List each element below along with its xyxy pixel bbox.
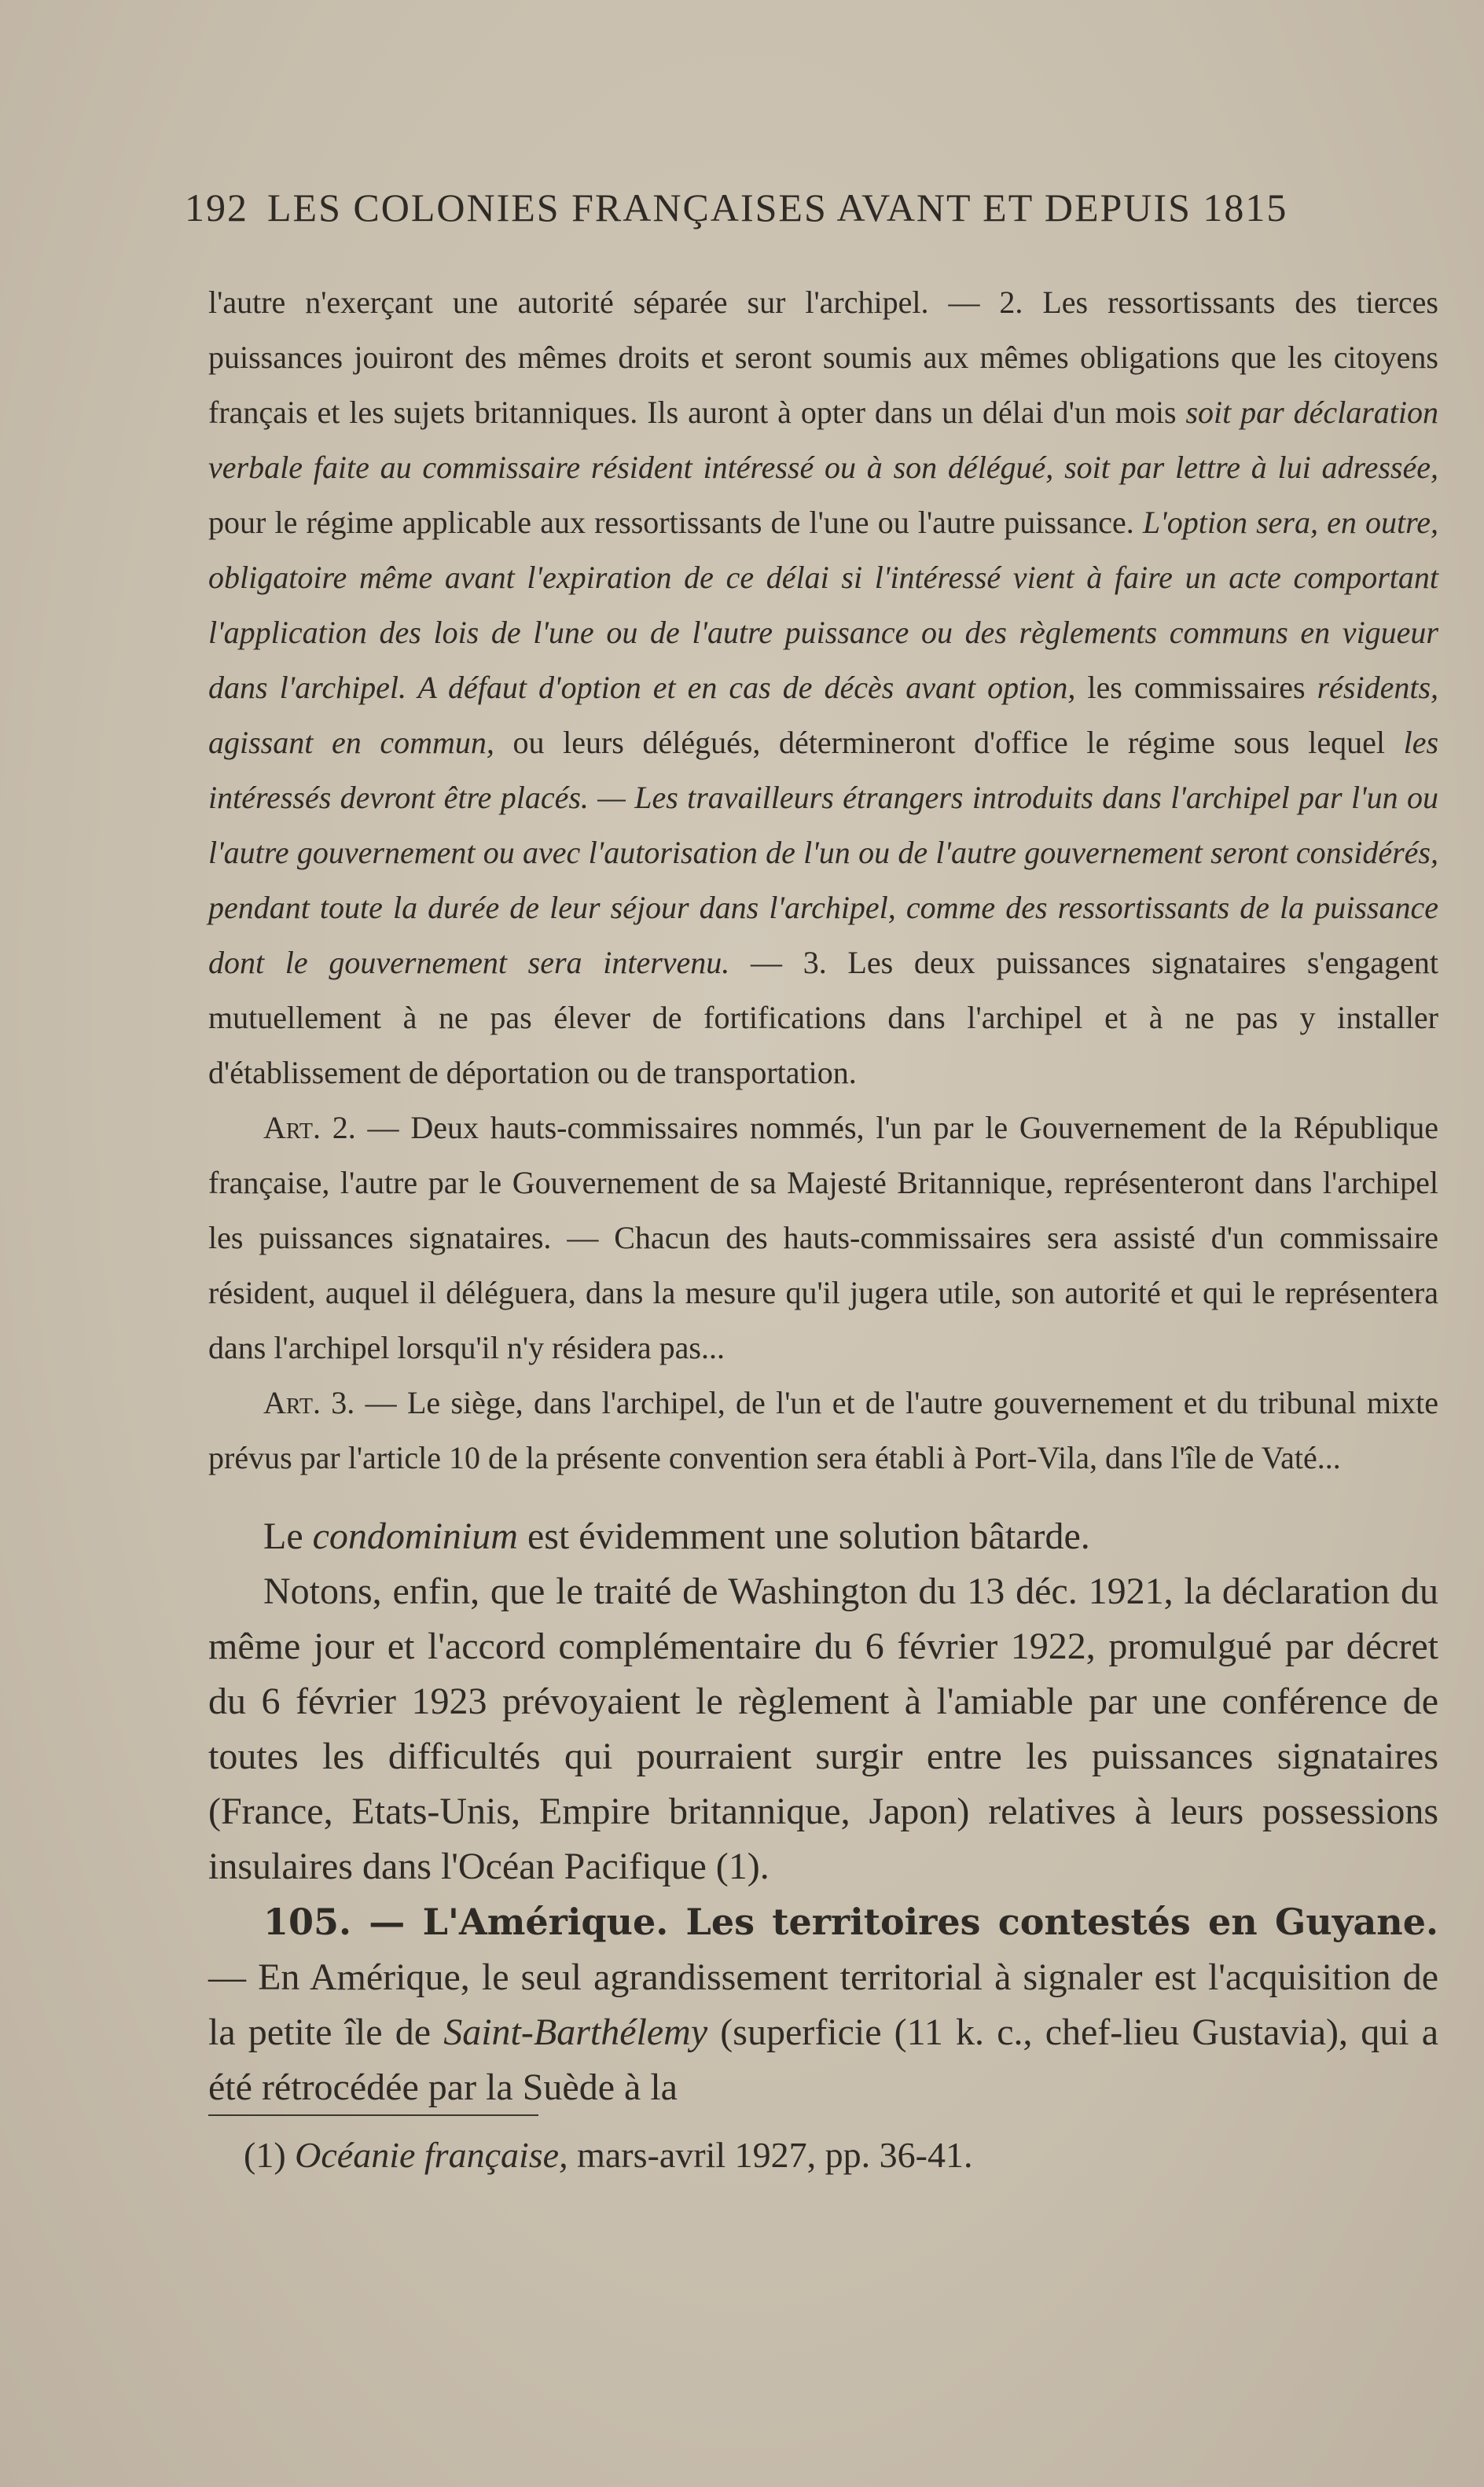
main-text [208,1509,1438,2115]
article-label: Art. 2. [263,1110,356,1145]
paragraph-washington: Notons, enfin, que le traité de Washington du 13 déc. 1921, la déclaration du même jour et l'accord complémentaire du 6 février 1922, promulgué par décret du 6 février 1923 prévoyaient le règlement à l'amiable par une conférence de toutes les difficultés qui pourraient surgir entre les puissances signataires (France, Etats-Unis, Empire britannique, Japon) relatives à leurs possessions insulaires dans l'Océan Pacifique (1). [208,1570,1438,1887]
quote-text: — 3. Les deux puissances signataires s'engagent mutuellement à ne pas élever de fortifications dans l'archipel et à ne pas y installer d'établissement de déportation ou de transportation. [208,945,1438,1090]
text: (superficie (11 k. c., chef-lieu Gustavia), qui a été rétrocédée par la Suède à la [208,2011,1438,2108]
running-title: LES COLONIES FRANÇAISES AVANT ET DEPUIS 1815 [267,186,1288,230]
quote-text: pour le régime applicable aux ressortissants de l'une ou l'autre puissance. [208,505,1143,540]
page-body [208,275,1438,2115]
quote-text: l'autre n'exerçant une autorité séparée sur l'archipel. — 2. Les ressortissants des tierces puissances jouiront des mêmes droits et seront soumis aux mêmes obligations que les citoyens français et les sujets britanniques. Ils auront à opter dans un délai d'un mois [208,285,1438,430]
quote-italic: résidents, agissant en commun, [208,670,1439,760]
italic-term: condominium [312,1515,518,1557]
text: Le [263,1515,313,1557]
footnote-title: Océanie française, [295,2135,568,2175]
page-header [185,185,1309,230]
quote-text: — Deux hauts-commissaires nommés, l'un par le Gouvernement de la République française, l'autre par le Gouvernement de sa Majesté Britannique, représenteront dans l'archipel les puissances signataires. — Chacun des hauts-commissaires sera assisté d'un commissaire résident, auquel il déléguera, dans la mesure qu'il jugera utile, son autorité et qui le représentera dans l'archipel lorsqu'il n'y résidera pas... [208,1110,1438,1365]
section-paragraph [208,1894,1438,2115]
text: — En Amérique, le seul agrandissement territorial à signaler est l'acquisition de la petite île de [208,1956,1438,2053]
quote-paragraph [208,275,1438,1100]
footnote-text: mars-avril 1927, pp. 36-41. [568,2135,973,2175]
quote-text: ou leurs délégués, détermineront d'office le régime sous lequel [494,725,1404,760]
footnote-rule [208,2114,538,2116]
quote-italic: L'option sera, en outre, obligatoire même avant l'expiration de ce délai si l'intéressé vient à faire un acte comportant l'application des lois de l'une ou de l'autre puissance ou des règlements communs en vigueur dans l'archipel. A défaut d'option et en cas de décès avant option, [208,505,1438,705]
quote-italic: les intéressés devront être placés. — Les travailleurs étrangers introduits dans l'archipel par l'un ou l'autre gouvernement ou avec l'autorisation de l'un ou de l'autre gouvernement seront considérés, pendant toute la durée de leur séjour dans l'archipel, comme des ressortissants de la puissance dont le gouvernement sera intervenu. [208,725,1439,980]
section-heading: — L'Amérique. Les territoires contestés en Guyane. [351,1901,1438,1943]
page-number: 192 [185,186,248,230]
article-label: Art. 3. [263,1385,355,1420]
italic-place: Saint-Barthélemy [443,2011,708,2053]
quote-article-3 [208,1376,1438,1486]
section-105 [208,1894,1438,2115]
quote-article-2 [208,1100,1438,1376]
quote-text: les commissaires [1075,670,1317,705]
text: est évidemment une solution bâtarde. [517,1515,1090,1557]
paragraph-condominium [208,1509,1438,1564]
footnote-marker: (1) [244,2135,296,2175]
quoted-convention [208,275,1438,1486]
footnote [244,2134,972,2176]
quote-italic: soit par déclaration verbale faite au commissaire résident intéressé ou à son délégué, soit par lettre à lui adressée, [208,395,1438,485]
quote-text: — Le siège, dans l'archipel, de l'un et de l'autre gouvernement et du tribunal mixte prévus par l'article 10 de la présente convention sera établi à Port-Vila, dans l'île de Vaté... [208,1385,1439,1475]
section-number: 105. [263,1901,352,1943]
